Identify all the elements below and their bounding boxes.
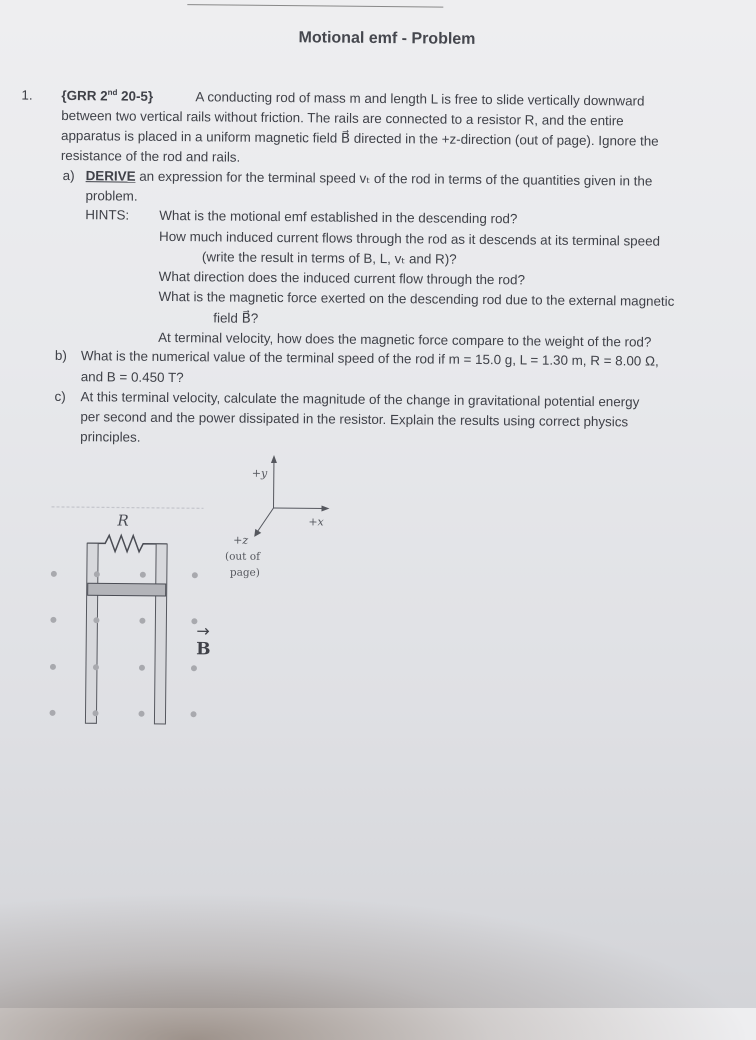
axis-z-line — [257, 508, 273, 532]
hint-4: What is the magnetic force exerted on the descending rod due to the external magnetic — [158, 290, 674, 308]
hint-3: What direction does the induced current flow through the rod? — [159, 270, 525, 287]
axis-y-label: +y — [252, 467, 268, 480]
axis-x-label: +x — [308, 515, 324, 528]
hint-2: How much induced current flows through the rod as it descends at its terminal speed — [159, 230, 660, 248]
problem-statement-line-3: apparatus is placed in a uniform magnetic field B⃗ directed in the +z-direction (out of page). Ignore the — [61, 129, 659, 148]
top-rule — [187, 4, 443, 7]
problem-reference: {GRR 2nd 20-5} — [61, 89, 153, 104]
part-b-line-1: What is the numerical value of the terminal speed of the rod if m = 15.0 g, L = 1.30 m, R = 8.00 Ω, — [81, 349, 659, 368]
part-c-label: c) — [54, 390, 65, 404]
part-b-line-2: and B = 0.450 T? — [81, 370, 184, 384]
right-rail — [154, 544, 167, 724]
axis-z-note-2: page) — [230, 567, 260, 579]
field-label: B — [196, 639, 211, 659]
hint-1: What is the motional emf established in the descending rod? — [159, 209, 517, 226]
part-b-label: b) — [55, 349, 67, 363]
rails-figure — [33, 447, 336, 740]
axis-z-note-1: (out of — [225, 551, 261, 563]
left-rail — [85, 543, 98, 723]
hints-label: HINTS: — [85, 208, 129, 222]
problem-statement-line-1: A conducting rod of mass m and length L is free to slide vertically downward — [195, 90, 644, 108]
hint-2-cont: (write the result in terms of B, L, vₜ and R)? — [202, 250, 457, 266]
hint-4-cont: field B⃗? — [213, 311, 258, 325]
part-a-line-1: DERIVE an expression for the terminal speed vₜ of the rod in terms of the quantities given in the — [86, 169, 653, 188]
part-c-line-1: At this terminal velocity, calculate the magnitude of the change in gravitational potential energy — [80, 390, 639, 409]
part-c-line-3: principles. — [80, 430, 140, 444]
problem-statement-line-4: resistance of the rod and rails. — [61, 149, 241, 164]
axis-z-arrow-icon — [254, 529, 261, 537]
problem-statement-line-2: between two vertical rails without friction. The rails are connected to a resistor R, and the entire — [61, 109, 624, 128]
axis-x-arrow-icon — [321, 505, 329, 511]
axis-z-label: +z — [233, 534, 248, 547]
part-a-label: a) — [63, 169, 75, 183]
sliding-rod — [88, 583, 166, 596]
resistor-label: R — [116, 511, 128, 529]
problem-number: 1. — [21, 89, 32, 103]
page-title: Motional emf - Problem — [0, 26, 756, 51]
part-c-line-2: per second and the power dissipated in the resistor. Explain the results using correct physics — [80, 410, 628, 429]
figure-caption-faint — [52, 507, 204, 508]
part-a-line-2: problem. — [85, 189, 137, 203]
axis-y-arrow-icon — [271, 455, 277, 463]
hint-5: At terminal velocity, how does the magnetic force compare to the weight of the rod? — [158, 331, 651, 349]
resistor-icon — [87, 535, 167, 552]
